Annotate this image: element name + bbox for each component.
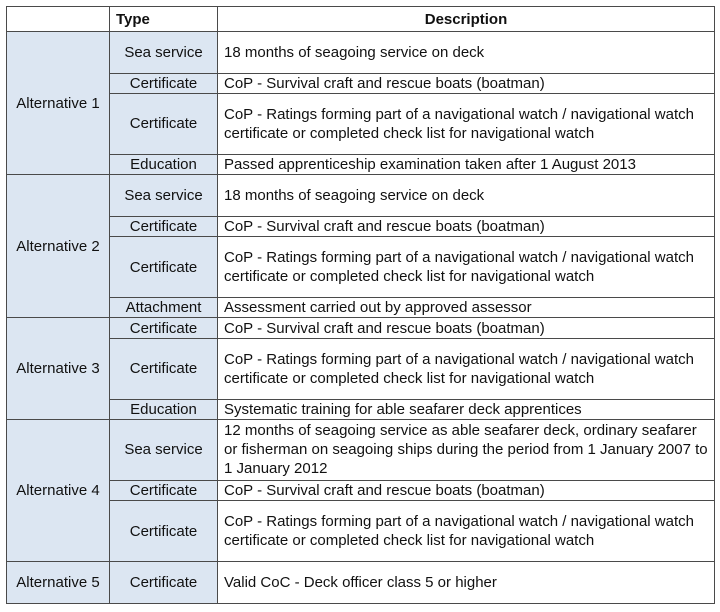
row-type: Certificate (110, 237, 218, 298)
table-row (7, 399, 715, 419)
table-row (7, 480, 715, 500)
table-row (7, 73, 715, 93)
alternative-label: Alternative 1 (7, 32, 110, 175)
header-blank-cell (7, 7, 110, 32)
row-type: Sea service (110, 32, 218, 74)
row-description: CoP - Survival craft and rescue boats (boatman) (218, 73, 715, 93)
row-type: Certificate (110, 480, 218, 500)
row-description: CoP - Ratings forming part of a navigational watch / navigational watch certificate or completed check list for navigational watch (218, 237, 715, 298)
row-type: Sea service (110, 420, 218, 481)
row-type: Sea service (110, 175, 218, 217)
table-row (7, 216, 715, 236)
row-description: CoP - Ratings forming part of a navigational watch / navigational watch certificate or completed check list for navigational watch (218, 93, 715, 154)
row-description: CoP - Survival craft and rescue boats (boatman) (218, 216, 715, 236)
alternative-label: Alternative 4 (7, 420, 110, 562)
table-row (7, 318, 715, 338)
row-description: 18 months of seagoing service on deck (218, 175, 715, 217)
alternative-label: Alternative 3 (7, 318, 110, 420)
row-type: Certificate (110, 216, 218, 236)
row-description: CoP - Ratings forming part of a navigational watch / navigational watch certificate or completed check list for navigational watch (218, 501, 715, 562)
row-type: Certificate (110, 338, 218, 399)
row-description: CoP - Survival craft and rescue boats (boatman) (218, 480, 715, 500)
table-row (7, 420, 715, 481)
row-type: Education (110, 399, 218, 419)
table-row (7, 154, 715, 174)
header-description: Description (218, 7, 715, 32)
row-description: Systematic training for able seafarer deck apprentices (218, 399, 715, 419)
table-row (7, 93, 715, 154)
alternative-label: Alternative 5 (7, 562, 110, 604)
row-type: Certificate (110, 501, 218, 562)
row-type: Certificate (110, 318, 218, 338)
header-type: Type (110, 7, 218, 32)
row-description: CoP - Ratings forming part of a navigational watch / navigational watch certificate or completed check list for navigational watch (218, 338, 715, 399)
row-description: CoP - Survival craft and rescue boats (boatman) (218, 318, 715, 338)
table-row (7, 175, 715, 217)
table-row (7, 501, 715, 562)
requirements-table (6, 6, 715, 604)
table-row (7, 237, 715, 298)
row-description: Assessment carried out by approved assessor (218, 298, 715, 318)
row-type: Certificate (110, 562, 218, 604)
row-type: Education (110, 154, 218, 174)
row-type: Certificate (110, 73, 218, 93)
table-row (7, 298, 715, 318)
row-type: Attachment (110, 298, 218, 318)
row-type: Certificate (110, 93, 218, 154)
header-row (7, 7, 715, 32)
row-description: Passed apprenticeship examination taken after 1 August 2013 (218, 154, 715, 174)
table-row (7, 32, 715, 74)
row-description: 12 months of seagoing service as able seafarer deck, ordinary seafarer or fisherman on seagoing ships during the period from 1 January 2007 to 1 January 2012 (218, 420, 715, 481)
alternative-label: Alternative 2 (7, 175, 110, 318)
row-description: Valid CoC - Deck officer class 5 or higher (218, 562, 715, 604)
table-row (7, 562, 715, 604)
table-row (7, 338, 715, 399)
row-description: 18 months of seagoing service on deck (218, 32, 715, 74)
